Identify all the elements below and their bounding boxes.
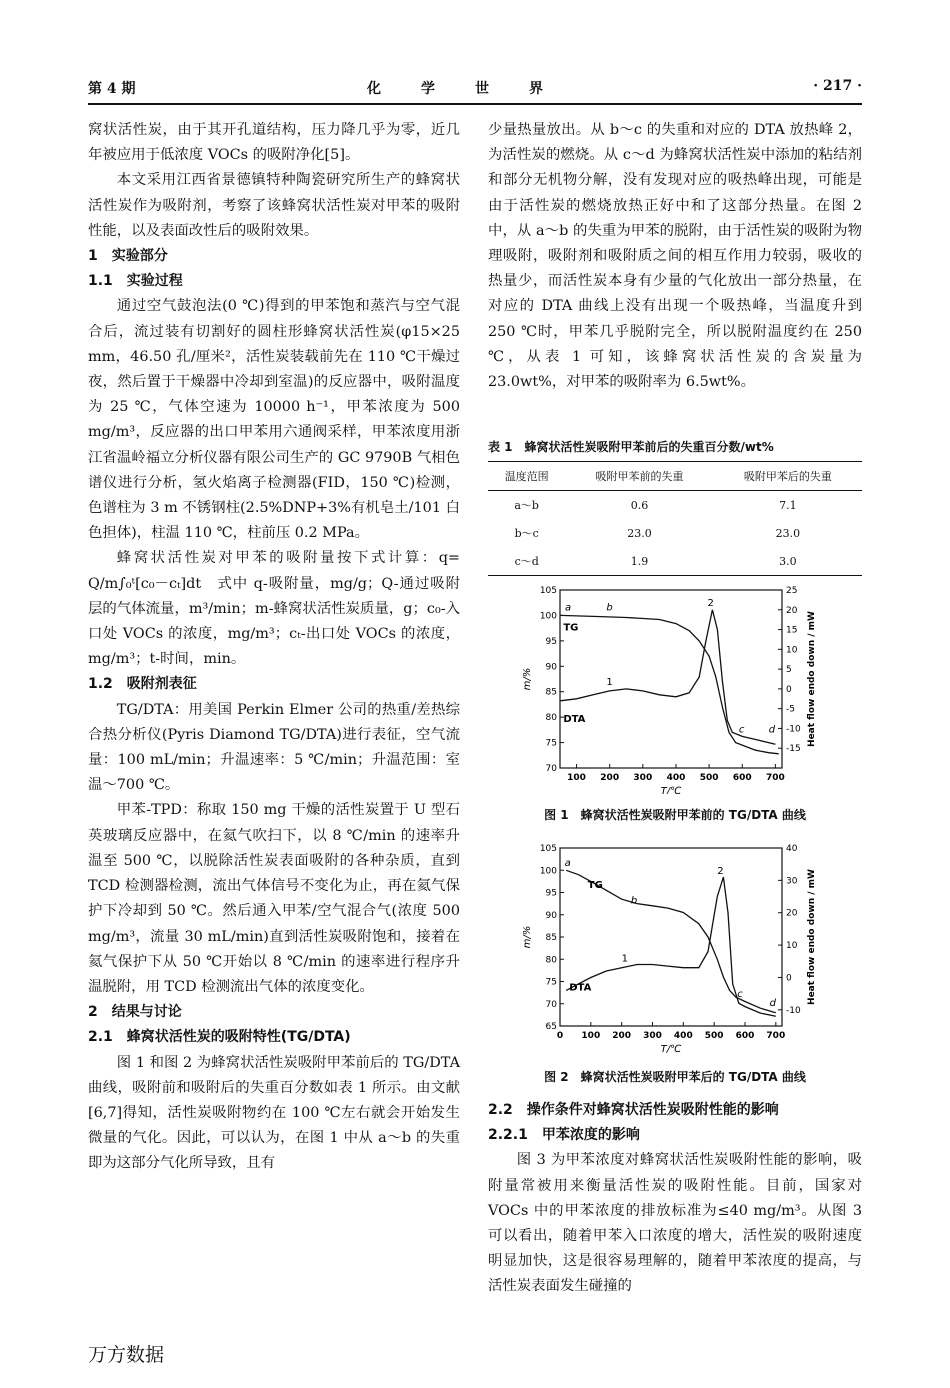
section-2-2-heading: 2.2 操作条件对蜂窝状活性炭吸附性能的影响 — [488, 1102, 779, 1118]
table-caption: 表 1 蜂窝状活性炭吸附甲苯前后的失重百分数/wt% — [488, 440, 774, 454]
y-tick-label: 70 — [545, 999, 557, 1010]
left-para-1: 本文采用江西省景德镇特种陶瓷研究所生产的蜂窝状活性炭作为吸附剂，考察了该蜂窝状活性炭对甲苯的吸附性能，以及表面改性后的吸附效果。 — [88, 172, 460, 239]
y2-tick-label: 10 — [786, 645, 798, 656]
table-row — [488, 491, 862, 520]
figure-1-caption: 图 1 蜂窝状活性炭吸附甲苯前的 TG/DTA 曲线 — [544, 808, 806, 822]
x-tick-label: 0 — [556, 1031, 564, 1041]
section-2-2-1-heading: 2.2.1 甲苯浓度的影响 — [488, 1127, 640, 1144]
table-1 — [488, 438, 862, 576]
annotation-label: b — [630, 895, 638, 907]
left-para-2: 通过空气鼓泡法(0 ℃)得到的甲苯饱和蒸汽与空气混合后，流过装有切割好的圆柱形蜂窝状活性炭(φ15×25 mm，46.50 孔/厘米²，活性炭装载前先在 110 ℃干燥过夜，然后置于干燥器中冷却到室温)的反应器中，吸附温度为 25 ℃，气体空速为 10000 h⁻¹，甲苯浓度为 500 mg/m³，反应器的出口甲苯用六通阀采样，甲苯浓度用浙江省温岭福立分析仪器有限公司生产的 GC 9790B 气相色谱仪进行分析，氢火焰离子检测器(FID，150 ℃)检测，色谱柱为 3 m 不锈钢柱(2.5%DNP+3%有机皂土/101 白色担体)，柱温 110 ℃，柱前压 0.2 MPa。 — [88, 298, 460, 542]
y2-tick-label: -15 — [786, 744, 801, 755]
table-cell: 23.0 — [775, 526, 801, 540]
section-1-1-heading: 1.1 实验过程 — [88, 273, 183, 290]
x-tick-label: 600 — [732, 773, 752, 783]
footer-watermark: 万方数据 — [88, 1344, 165, 1366]
table-header: 吸附甲苯前的失重 — [565, 462, 713, 491]
table-cell: 0.6 — [630, 498, 649, 512]
annotation-label: TG — [563, 622, 579, 634]
annotation-label: b — [606, 602, 613, 614]
journal-title: 化学世界 — [367, 81, 583, 97]
annotation-label: TG — [587, 880, 603, 892]
x-tick-label: 100 — [581, 1031, 601, 1041]
y-tick-label: 95 — [545, 888, 557, 899]
annotation-label: d — [769, 997, 777, 1009]
data-table — [488, 461, 862, 576]
annotation-label: a — [564, 602, 572, 614]
left-para-3: 蜂窝状活性炭对甲苯的吸附量按下式计算：q= Q/m∫₀ᵗ[c₀－cₜ]dt 式中 q-吸附量，mg/g；Q-通过吸附层的气体流量，m³/min；m-蜂窝状活性炭质量，g；c₀-入口处 VOCs 的浓度，mg/m³；cₜ-出口处 VOCs 的浓度，mg/m³；t-时间，min。 — [88, 550, 460, 668]
left-para-0: 窝状活性炭，由于其开孔道结构，压力降几乎为零，近几年被应用于低浓度 VOCs 的吸附净化[5]。 — [88, 122, 460, 164]
y-tick-label: 85 — [545, 933, 557, 943]
x-tick-label: 500 — [699, 773, 719, 783]
y-tick-label: 75 — [545, 738, 557, 749]
annotation-label: c — [737, 989, 743, 1001]
section-1-2-heading: 1.2 吸附剂表征 — [88, 676, 197, 693]
y-axis-label: m/% — [522, 925, 533, 949]
y-tick-label: 75 — [545, 977, 557, 988]
right-column-bottom — [488, 1098, 862, 1300]
annotation-label: DTA — [563, 714, 586, 726]
figure-2-caption: 图 2 蜂窝状活性炭吸附甲苯后的 TG/DTA 曲线 — [544, 1070, 806, 1084]
x-tick-label: 700 — [766, 1031, 786, 1041]
y2-axis-label: Heat flow endo down / mW — [807, 611, 817, 747]
table-cell: c～d — [488, 547, 565, 576]
y2-tick-label: 30 — [786, 876, 798, 887]
figure-2-chart — [520, 840, 830, 1058]
y-tick-label: 85 — [545, 687, 557, 698]
y2-tick-label: 10 — [786, 941, 798, 952]
y2-tick-label: -5 — [786, 704, 795, 715]
y2-tick-label: 40 — [786, 844, 798, 854]
x-tick-label: 300 — [633, 773, 653, 783]
x-axis-label: T/℃ — [660, 786, 682, 794]
left-para-4: TG/DTA：用美国 Perkin Elmer 公司的热重/差热综合热分析仪(Pyris Diamond TG/DTA)进行表征，空气流量：100 mL/min；升温速率：5 ℃/min；升温范围：室温～700 ℃。 — [88, 701, 460, 794]
table-cell: 1.9 — [565, 547, 713, 576]
annotation-label: DTA — [569, 982, 592, 994]
right-column-top — [488, 118, 862, 395]
right-para-1: 图 3 为甲苯浓度对蜂窝状活性炭吸附性能的影响，吸附量常被用来衡量活性炭的吸附性能。目前，国家对 VOCs 中的甲苯浓度的排放标准为≤40 mg/m³。从图 3 可以看出，随着甲苯入口浓度的增大，活性炭的吸附速度明显加快，这是很容易理解的，随着甲苯浓度的提高，与活性炭表面发生碰撞的 — [488, 1152, 862, 1295]
x-tick-label: 700 — [765, 773, 785, 783]
y-tick-label: 70 — [545, 764, 557, 774]
table-row — [488, 547, 862, 576]
table-row — [488, 519, 862, 547]
x-tick-label: 200 — [612, 1031, 632, 1041]
table-header: 温度范围 — [488, 462, 565, 491]
y-tick-label: 100 — [539, 866, 557, 877]
series-line-dta — [566, 877, 776, 1016]
table-cell: 23.0 — [627, 526, 652, 540]
table-cell: 3.0 — [714, 547, 862, 576]
section-2-1-heading: 2.1 蜂窝状活性炭的吸附特性(TG/DTA) — [88, 1029, 351, 1046]
x-tick-label: 500 — [704, 1031, 724, 1041]
annotation-label: 1 — [621, 953, 629, 965]
annotation-label: d — [768, 724, 776, 736]
annotation-label: c — [738, 724, 745, 736]
table-cell: b～c — [514, 527, 539, 540]
left-para-6: 图 1 和图 2 为蜂窝状活性炭吸附甲苯前后的 TG/DTA 曲线，吸附前和吸附后的失重百分数如表 1 所示。由文献[6,7]得知，活性炭吸附物约在 100 ℃左右就会开始发生微量的气化。因此，可以认为，在图 1 中从 a～b 的失重即为这部分气化所导致，且有 — [88, 1054, 460, 1172]
x-axis-label: T/℃ — [660, 1044, 682, 1055]
y-tick-label: 105 — [539, 844, 557, 854]
left-column — [88, 118, 460, 1177]
x-tick-label: 400 — [666, 773, 686, 783]
y-tick-label: 105 — [539, 586, 557, 596]
y-tick-label: 90 — [545, 910, 557, 921]
y2-tick-label: -10 — [786, 1005, 801, 1016]
x-tick-label: 600 — [735, 1031, 755, 1041]
y2-tick-label: 20 — [786, 605, 798, 616]
series-line-tg — [566, 870, 776, 1012]
right-para-0: 少量热量放出。从 b～c 的失重和对应的 DTA 放热峰 2，为活性炭的燃烧。从 c～d 为蜂窝状活性炭中添加的粘结剂和部分无机物分解，没有发现对应的吸热峰出现，可能是由于活性炭的燃烧放热正好中和了这部分热量。在图 2 中，从 a～b 的失重为甲苯的脱附，由于活性炭的吸附为物理吸附，吸附剂和吸附质之间的相互作用力较弱，吸收的热量少，而活性炭本身有少量的气化放出一部分热量，在对应的 DTA 曲线上没有出现一个吸热峰，当温度升到 250 ℃时，甲苯几乎脱附完全，所以脱附温度约在 250 ℃，从表 1 可知，该蜂窝状活性炭的含炭量为 23.0wt%，对甲苯的吸附率为 6.5wt%。 — [488, 122, 862, 391]
x-tick-label: 200 — [600, 773, 620, 783]
table-cell: a～b — [514, 499, 539, 512]
y2-tick-label: 0 — [786, 973, 792, 984]
x-tick-label: 100 — [567, 773, 586, 783]
issue-label: 第 4 期 — [88, 81, 136, 97]
x-tick-label: 400 — [673, 1031, 693, 1041]
x-tick-label: 300 — [643, 1031, 662, 1041]
annotation-label: 2 — [717, 865, 724, 877]
section-1-heading: 1 实验部分 — [88, 248, 168, 265]
left-para-5: 甲苯-TPD：称取 150 mg 干燥的活性炭置于 U 型石英玻璃反应器中，在氦气吹扫下，以 8 ℃/min 的速率升温至 500 ℃，以脱除活性炭表面吸附的各种杂质，直到 TCD 检测器检测，流出气体信号不变化为止，再在氦气保护下冷却到 50 ℃。然后通入甲苯/空气混合气(浓度 500 mg/m³，流量 30 mL/min)直到活性炭吸附饱和，接着在氦气保护下从 50 ℃开始以 8 ℃/min 的速率进行程序升温脱附，用 TCD 检测流出气体的浓度变化。 — [88, 802, 460, 995]
y-tick-label: 100 — [539, 611, 557, 622]
y-tick-label: 90 — [545, 662, 557, 673]
y-tick-label: 80 — [545, 713, 557, 724]
y-tick-label: 95 — [545, 636, 557, 647]
y-tick-label: 80 — [545, 955, 557, 966]
page-number: · 217 · — [813, 78, 862, 94]
y2-tick-label: 25 — [786, 586, 798, 596]
y2-tick-label: 5 — [786, 665, 792, 676]
y2-tick-label: -10 — [786, 724, 801, 735]
table-cell: 7.1 — [779, 498, 797, 512]
y-axis-label: m/% — [522, 667, 533, 691]
plot-frame — [560, 848, 782, 1026]
annotation-label: 2 — [707, 597, 714, 609]
header-rule — [88, 103, 862, 105]
y2-tick-label: 15 — [786, 625, 798, 636]
y-tick-label: 65 — [545, 1022, 557, 1032]
table-header: 吸附甲苯后的失重 — [714, 462, 862, 491]
y2-tick-label: 20 — [786, 908, 798, 919]
annotation-label: a — [564, 857, 571, 869]
y2-tick-label: 0 — [786, 684, 792, 695]
series-line-tg — [560, 615, 779, 753]
section-2-heading: 2 结果与讨论 — [88, 1004, 182, 1021]
annotation-label: 1 — [606, 676, 613, 688]
figure-1-chart — [520, 582, 830, 794]
y2-axis-label: Heat flow endo down / mW — [807, 869, 817, 1005]
